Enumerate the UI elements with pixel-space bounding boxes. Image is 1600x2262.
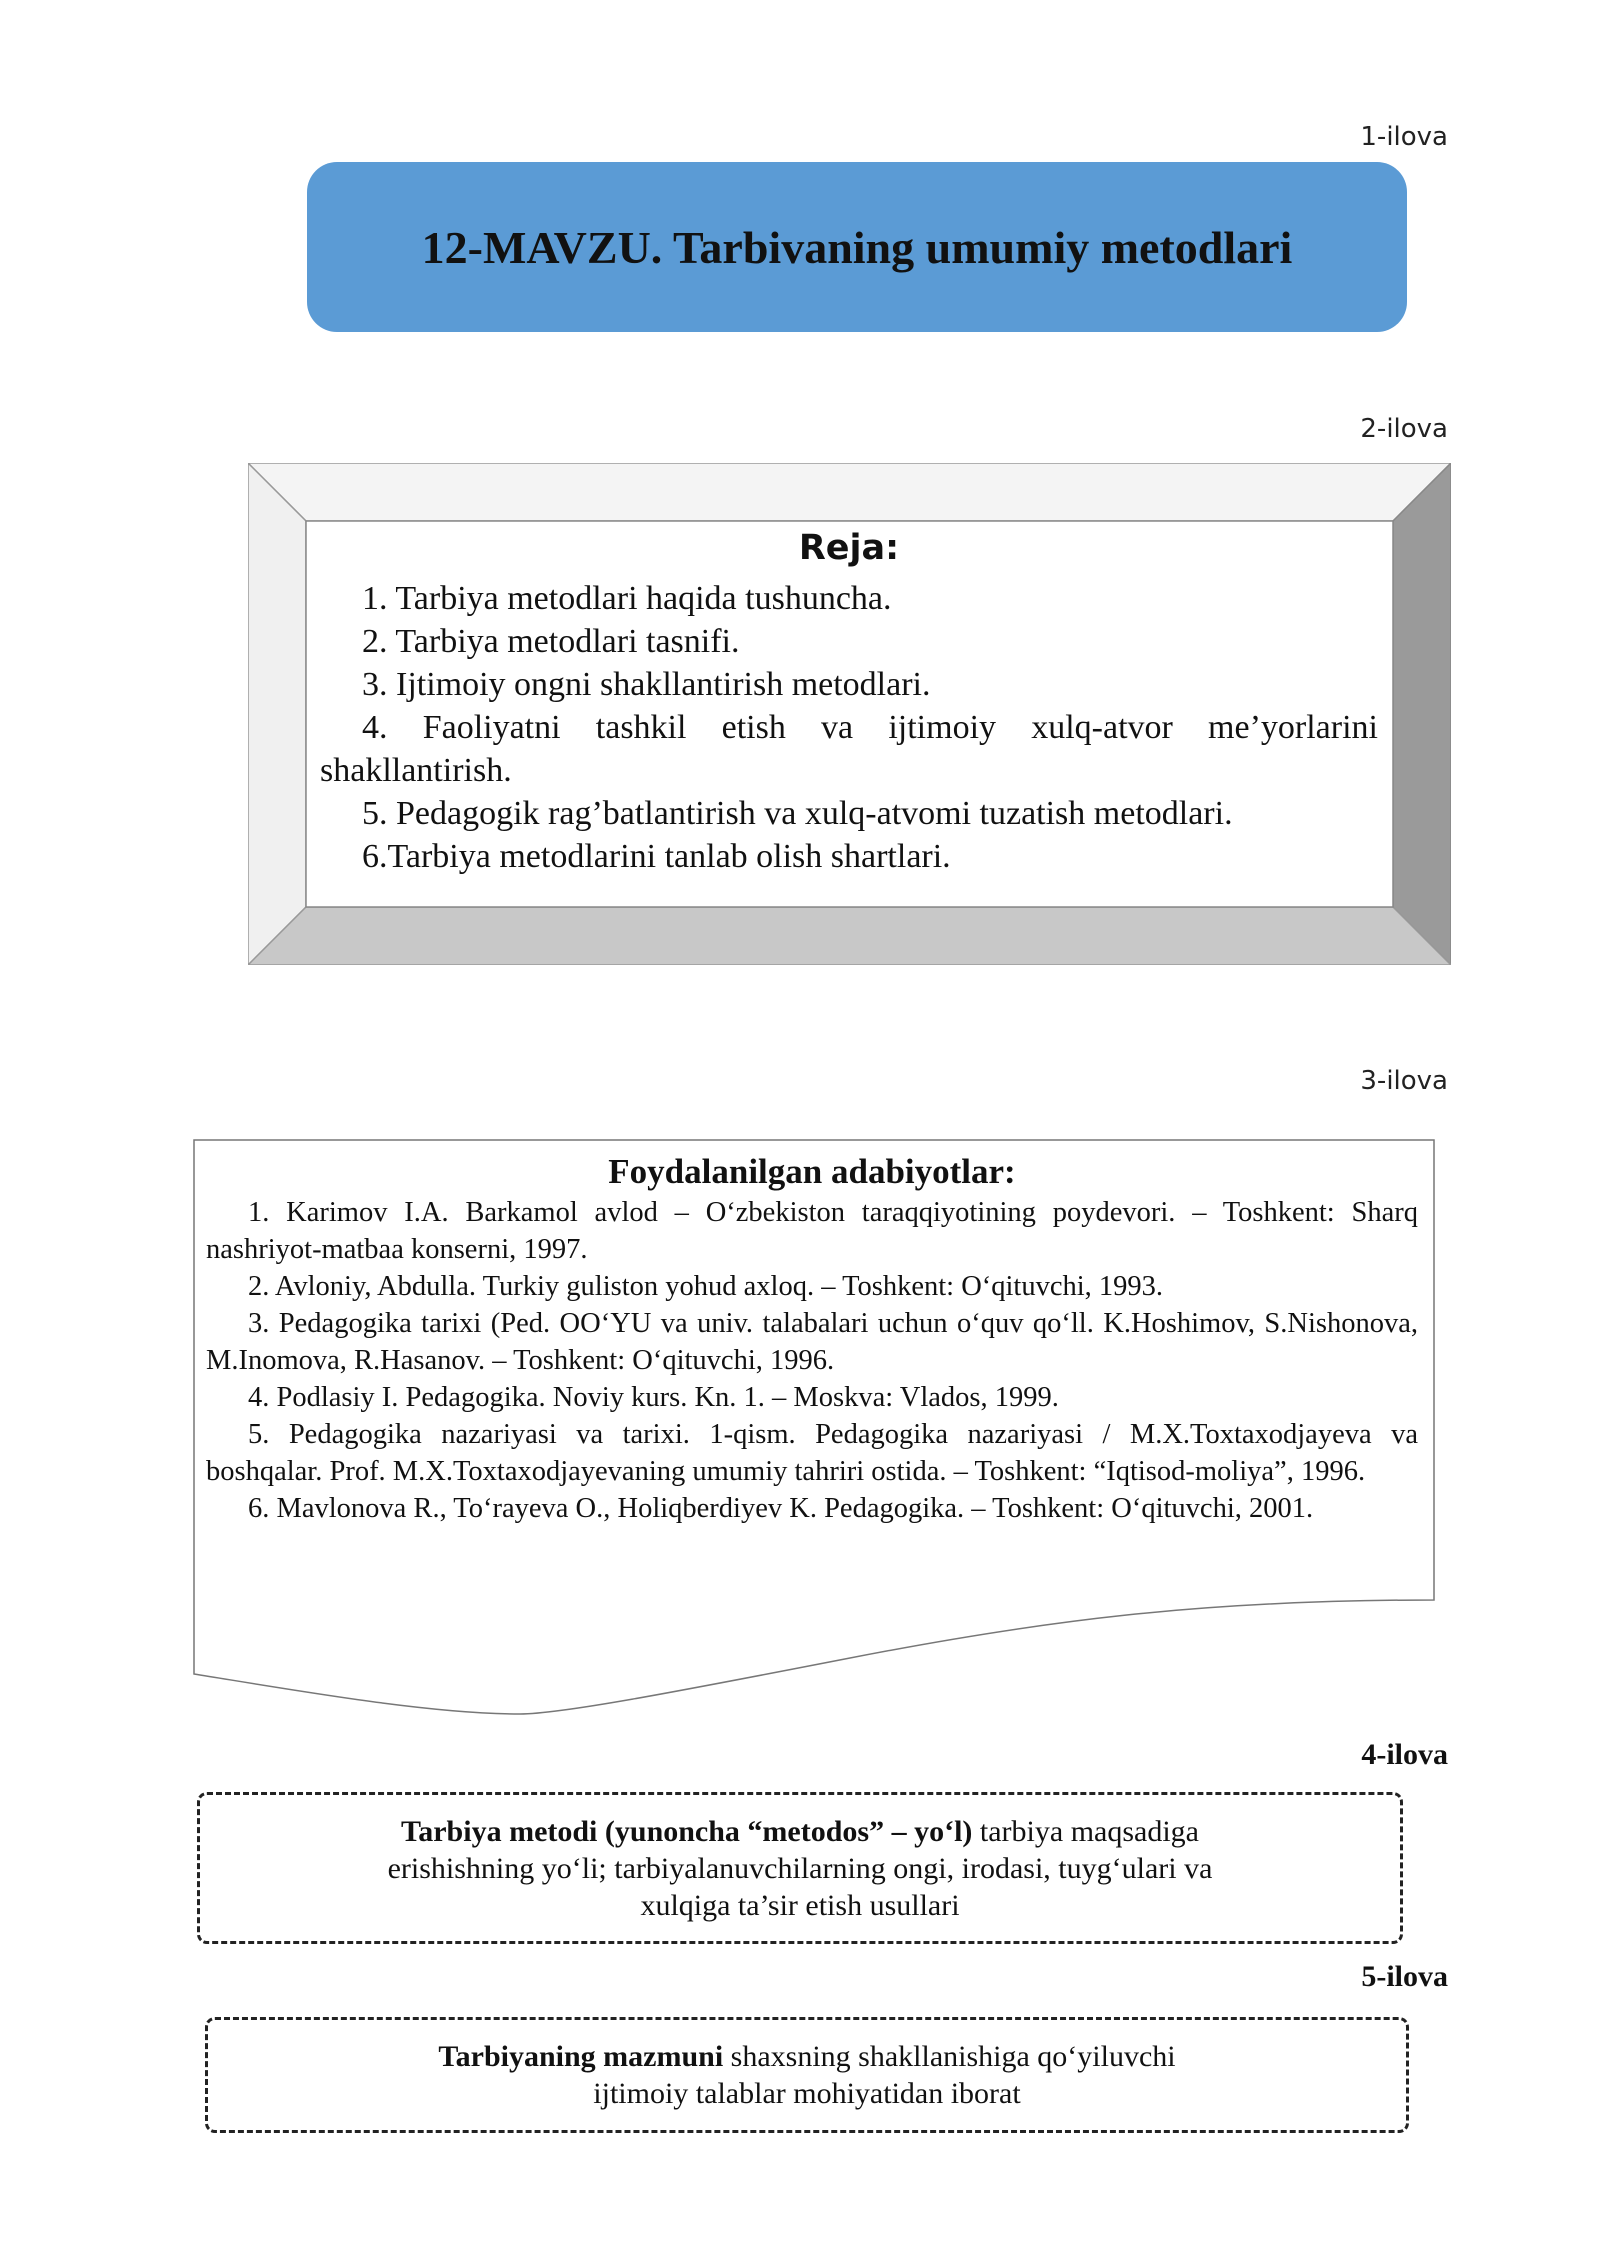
definition-box-content [205,2017,1409,2133]
definition-term: Tarbiyaning mazmuni [438,2040,724,2073]
definition-text [397,2038,1217,2112]
reference-item: 4. Podlasiy I. Pedagogika. Noviy kurs. Kn. 1. – Moskva: Vlados, 1999. [248,1382,1059,1413]
appendix-label-1: 1-ilova [1360,122,1448,152]
page-title: 12-MAVZU. Tarbivaning umumiy metodlari [421,221,1293,273]
reference-item: 3. Pedagogika tarixi (Ped. OO‘YU va univ. talabalari uchun o‘quv qo‘ll. K.Hoshimov, S.Nishonova, M.Inomova, R.Hasanov. – Toshkent: O‘qituvchi, 1996. [206,1308,1418,1376]
definition-text [340,1813,1260,1924]
references-heading: Foydalanilgan adabiyotlar: [608,1152,1016,1191]
references-content [206,1150,1418,1590]
plan-content [320,525,1378,878]
appendix-label-2: 2-ilova [1360,414,1448,444]
reference-item: 5. Pedagogika nazariyasi va tarixi. 1-qism. Pedagogika nazariyasi / M.X.Toxtaxodjayeva va boshqalar. Prof. M.X.Toxtaxodjayevaning umumiy tahriri ostida. – Toshkent: “Iqtisod-moliya”, 1996. [206,1419,1418,1487]
plan-item: 5. Pedagogik rag’batlantirish va xulq-atvomi tuzatish metodlari. [362,795,1233,832]
title-banner [307,162,1407,332]
definition-body: shaxsning shakllanishiga qo‘yiluvchi ijtimoiy talablar mohiyatidan iborat [593,2040,1176,2110]
appendix-label-4: 4-ilova [1361,1738,1448,1771]
definition-box-method [197,1792,1403,1944]
plan-item: 4. Faoliyatni tashkil etish va ijtimoiy xulq-atvor me’yorlarini shakllantirish. [320,709,1378,789]
appendix-label-5: 5-ilova [1361,1960,1448,1993]
plan-item: 1. Tarbiya metodlari haqida tushuncha. [362,580,892,617]
definition-body: tarbiya maqsadiga erishishning yo‘li; tarbiyalanuvchilarning ongi, irodasi, tuyg‘ulari va xulqiga ta’sir etish usullari [387,1814,1213,1922]
definition-term: Tarbiya metodi (yunoncha “metodos” – yo‘l) [400,1814,973,1848]
plan-item: 2. Tarbiya metodlari tasnifi. [362,623,740,660]
plan-item: 3. Ijtimoiy ongni shakllantirish metodlari. [362,666,931,703]
appendix-label-3: 3-ilova [1360,1066,1448,1096]
reference-item: 1. Karimov I.A. Barkamol avlod – O‘zbekiston taraqqiyotining poydevori. – Toshkent: Sharq nashriyot-matbaa konserni, 1997. [206,1197,1418,1265]
plan-heading: Reja: [798,528,900,568]
plan-item: 6.Tarbiya metodlarini tanlab olish shartlari. [362,838,951,875]
reference-item: 2. Avloniy, Abdulla. Turkiy guliston yohud axloq. – Toshkent: O‘qituvchi, 1993. [248,1271,1164,1302]
reference-item: 6. Mavlonova R., To‘rayeva O., Holiqberdiyev K. Pedagogika. – Toshkent: O‘qituvchi, 2001. [248,1493,1314,1524]
